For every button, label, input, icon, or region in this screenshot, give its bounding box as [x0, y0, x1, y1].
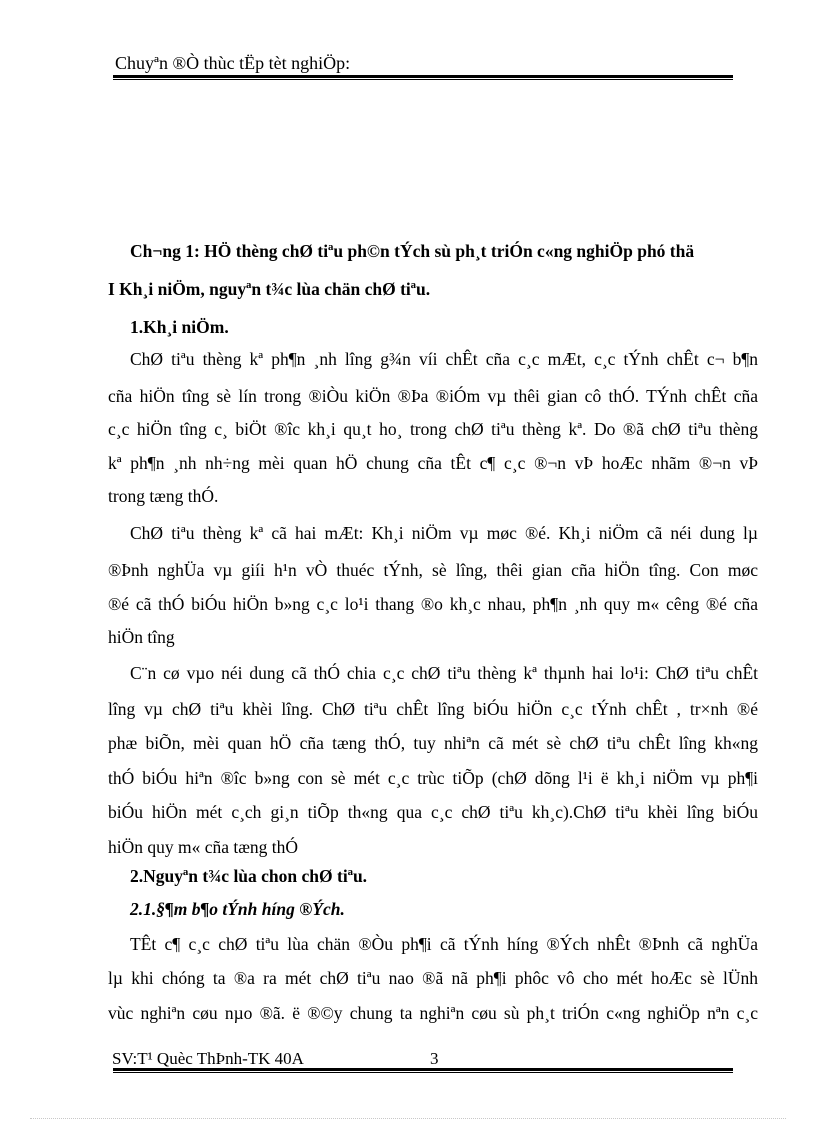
section-heading-principles: I Kh¸i niÖm, nguyªn t¾c lùa chän chØ tiªu.	[108, 279, 431, 299]
section-heading-principles-choice: 2.Nguyªn t¾c lùa chon chØ tiªu.	[130, 866, 368, 886]
paragraph-line: C¨n cø vµo néi dung cã thÓ chia c¸c chØ tiªu thèng kª thµnh hai lo¹i: ChØ tiªu chÊt	[130, 663, 758, 683]
section-heading-concept: 1.Kh¸i niÖm.	[130, 317, 229, 337]
paragraph-line: vùc nghiªn cøu nµo ®ã. ë ®©y chung ta nghiªn cøu sù ph¸t triÓn c«ng nghiÖp nªn c¸c	[108, 1003, 758, 1023]
paragraph-line: ®é cã thÓ biÓu hiÖn b»ng c¸c lo¹i thang ®o kh¸c nhau, ph¶n ¸nh quy m« cêng ®é cña	[108, 594, 758, 614]
page-header-title: Chuyªn ®Ò thùc tËp tèt nghiÖp:	[115, 53, 351, 73]
footer-student: SV:T¹ Quèc ThÞnh-TK 40A	[112, 1049, 304, 1068]
paragraph-line: thÓ biÓu hiªn ®îc b»ng con sè mét c¸c trùc tiÕp (chØ dõng l¹i ë kh¸i niÖm vµ ph¶i	[108, 768, 758, 788]
footer-rule-thin	[113, 1072, 733, 1073]
paragraph-line: hiÖn quy m« cña tæng thÓ	[108, 837, 299, 857]
page-number: 3	[430, 1049, 439, 1068]
paragraph-line: trong tæng thÓ.	[108, 486, 219, 506]
page-edge-dotted-line	[30, 1118, 786, 1119]
subsection-heading: 2.1.§¶m b¶o tÝnh híng ®Ých.	[130, 899, 345, 919]
footer-rule-thick	[113, 1068, 733, 1071]
paragraph-line: lµ khi chóng ta ®a ra mét chØ tiªu nao ®ã nã ph¶i phôc vô cho mét hoÆc sè lÜnh	[108, 968, 758, 988]
paragraph-line: kª ph¶n ¸nh nh÷ng mèi quan hÖ chung cña tÊt c¶ c¸c ®¬n vÞ hoÆc nhãm ®¬n vÞ	[108, 453, 758, 473]
paragraph-line: biÓu hiÖn mét c¸ch gi¸n tiÕp th«ng qua c¸c chØ tiªu kh¸c).ChØ tiªu khèi lîng biÓu	[108, 802, 758, 822]
paragraph-line: TÊt c¶ c¸c chØ tiªu lùa chän ®Òu ph¶i cã tÝnh híng ®Ých nhÊt ®Þnh cã nghÜa	[130, 934, 758, 954]
chapter-title: Ch¬ng 1: HÖ thèng chØ tiªu ph©n tÝch sù ph¸t triÓn c«ng nghiÖp phó thä	[130, 241, 695, 261]
paragraph-line: cña hiÖn tîng sè lín trong ®iÒu kiÖn ®Þa ®iÓm vµ thêi gian cô thÓ. TÝnh chÊt cña	[108, 386, 758, 406]
paragraph-line: lîng vµ chØ tiªu khèi lîng. ChØ tiªu chÊt lîng biÓu hiÖn c¸c tÝnh chÊt , tr×nh ®é	[108, 699, 758, 719]
header-rule-thin	[113, 79, 733, 80]
paragraph-line: ChØ tiªu thèng kª cã hai mÆt: Kh¸i niÖm vµ møc ®é. Kh¸i niÖm cã néi dung lµ	[130, 523, 758, 543]
header-rule-thick	[113, 75, 733, 78]
paragraph-line: ChØ tiªu thèng kª ph¶n ¸nh lîng g¾n víi chÊt cña c¸c mÆt, c¸c tÝnh chÊt c¬ b¶n	[130, 349, 758, 369]
paragraph-line: phæ biÕn, mèi quan hÖ cña tæng thÓ, tuy nhiªn cã mét sè chØ tiªu chÊt lîng kh«ng	[108, 733, 758, 753]
paragraph-line: c¸c hiÖn tîng c¸ biÖt ®îc kh¸i qu¸t ho¸ trong chØ tiªu thèng kª. Do ®ã chØ tiªu thèng	[108, 419, 758, 439]
paragraph-line: hiÖn tîng	[108, 627, 175, 647]
paragraph-line: ®Þnh nghÜa vµ giíi h¹n vÒ thuéc tÝnh, sè lîng, thêi gian cña hiÖn tîng. Con møc	[108, 560, 758, 580]
